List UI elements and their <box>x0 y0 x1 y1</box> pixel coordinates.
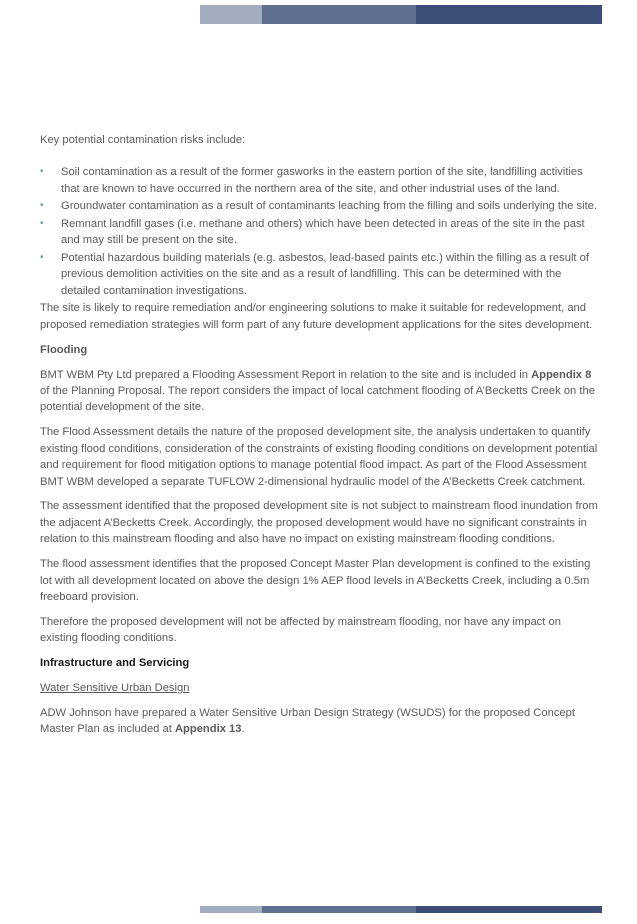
page-content <box>40 132 600 746</box>
bullet-icon: • <box>40 218 44 229</box>
wsud-p1-text: ADW Johnson have prepared a Water Sensitive Urban Design Strategy (WSUDS) for the proposed Concept Master Plan as included at <box>40 707 575 736</box>
list-item <box>40 216 600 249</box>
list-item <box>40 164 600 197</box>
flooding-p1-text: BMT WBM Pty Ltd prepared a Flooding Assessment Report in relation to the site and is included in <box>40 368 532 381</box>
band-segment-dark <box>416 5 602 24</box>
bullet-icon: • <box>40 166 44 178</box>
list-item-text: Soil contamination as a result of the former gasworks in the eastern portion of the site, landfilling activities that are known to have occurred in the northern area of the site, and other industrial uses of the land. <box>61 166 583 195</box>
footer-color-band <box>200 906 602 913</box>
flooding-paragraph-5: Therefore the proposed development will not be affected by mainstream flooding, nor have any impact on existing flooding conditions. <box>40 615 561 645</box>
band-segment-light <box>200 5 262 24</box>
list-item <box>40 250 600 299</box>
bullet-icon: • <box>40 200 44 212</box>
list-item-text: Potential hazardous building materials (e.g. asbestos, lead-based paints etc.) within the filling as a result of previous demolition activities on the site and as a result of landfilling. This can be determined with the detailed contamination investigations. <box>61 252 589 297</box>
appendix-13-ref: Appendix 13 <box>174 723 242 736</box>
band-segment-dark <box>416 906 602 913</box>
contamination-risk-list <box>40 164 600 299</box>
flooding-paragraph-2: The Flood Assessment details the nature of the proposed development site, the analysis undertaken to quantify existing flood conditions, consideration of the constraints of existing flooding conditions on development potential and requirement for flood mitigation options to manage potential flood impact. As part of the Flood Assessment BMT WBM developed a separate TUFLOW 2-dimensional hydraulic model of the A’Becketts Creek catchment. <box>40 426 598 488</box>
header-color-band <box>200 5 602 24</box>
remediation-paragraph: The site is likely to require remediation and/or engineering solutions to make it suitable for redevelopment, and proposed remediation strategies will form part of any future development applications for the sites development. <box>40 302 593 331</box>
flooding-p1-text-end: of the Planning Proposal. The report considers the impact of local catchment flooding of A’Becketts Creek on the potential development of the site. <box>40 385 595 414</box>
intro-text: Key potential contamination risks include: <box>40 134 246 146</box>
infrastructure-heading: Infrastructure and Servicing <box>40 657 190 670</box>
list-item-text: Groundwater contamination as a result of contaminants leaching from the filling and soils underlying the site. <box>61 200 598 213</box>
bullet-icon: • <box>40 252 44 263</box>
flooding-paragraph-3: The assessment identified that the proposed development site is not subject to mainstream flood inundation from the adjacent A’Becketts Creek. Accordingly, the proposed development would have no significant constraints in relation to this mainstream flooding and also have no impact on existing mainstream flooding conditions. <box>40 500 598 546</box>
band-segment-mid <box>262 906 416 913</box>
band-segment-light <box>200 906 262 913</box>
wsud-paragraph <box>40 705 600 738</box>
list-item <box>40 198 600 214</box>
appendix-8-ref: Appendix 8 <box>531 368 592 381</box>
band-segment-mid <box>262 5 416 24</box>
flooding-paragraph-4: The flood assessment identifies that the proposed Concept Master Plan development is confined to the existing lot with all development located on above the design 1% AEP flood levels in A’Becketts Creek, including a 0.5m freeboard provision. <box>40 558 591 603</box>
wsud-p1-text-end: . <box>241 723 245 736</box>
list-item-text: Remnant landfill gases (i.e. methane and others) which have been detected in areas of the site in the past and may still be present on the site. <box>61 218 585 247</box>
wsud-subheading: Water Sensitive Urban Design <box>40 682 190 695</box>
flooding-paragraph-1 <box>40 367 600 416</box>
flooding-heading: Flooding <box>40 343 88 356</box>
